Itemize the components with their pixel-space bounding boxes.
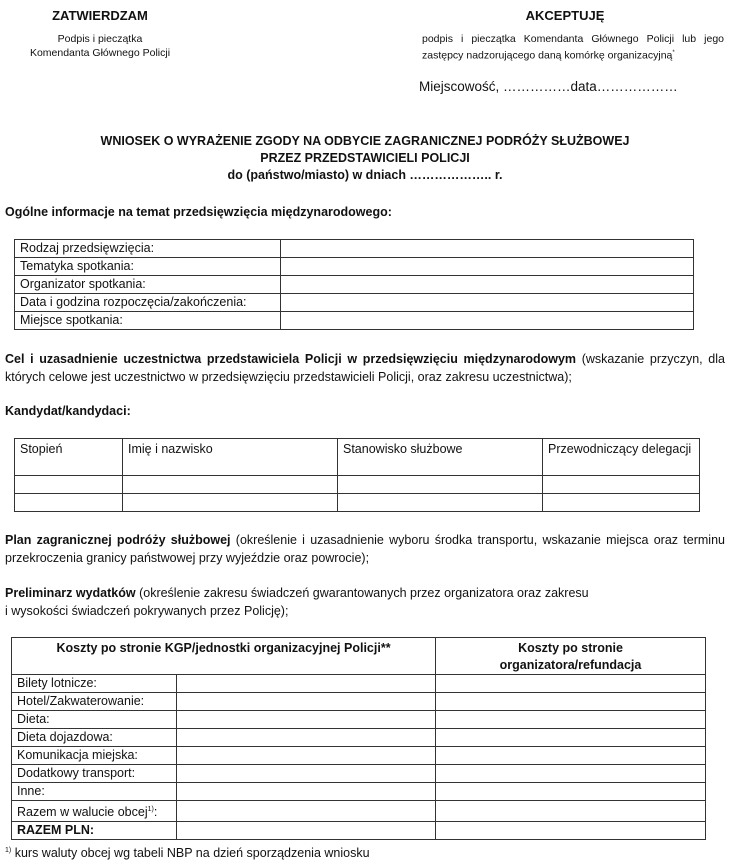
plan-text: (określenie i uzasadnienie wyboru środka transportu, wskazanie miejsca oraz terminu przekroczenia granicy państwowej przy wyjeździe oraz powrocie); <box>5 533 725 565</box>
general-info-value-field[interactable] <box>281 258 694 276</box>
cost-label <box>12 801 177 822</box>
budget-heading: Preliminarz wydatków <box>5 586 136 600</box>
cost-police-value-field[interactable] <box>177 765 436 783</box>
general-info-value-field[interactable] <box>281 312 694 330</box>
general-info-value-field[interactable] <box>281 294 694 312</box>
cost-organizer-value-field[interactable] <box>436 822 706 840</box>
candidates-column-header: Stopień <box>15 439 123 476</box>
candidate-row <box>15 494 700 512</box>
cost-organizer-value-field[interactable] <box>436 801 706 822</box>
general-info-table <box>14 239 694 330</box>
budget-paragraph <box>5 584 725 620</box>
candidate-cell-field[interactable] <box>15 494 123 512</box>
purpose-heading: Cel i uzasadnienie uczestnictwa przedstawiciela Policji w przedsięwzięciu międzynarodowym <box>5 352 577 366</box>
general-info-value-field[interactable] <box>281 240 694 258</box>
title-line-3: do (państwo/miasto) w dniach ……………….. r. <box>227 168 503 182</box>
cost-row <box>12 783 706 801</box>
general-info-row <box>15 240 694 258</box>
general-info-label: Tematyka spotkania: <box>15 258 281 276</box>
purpose-text: (wskazanie przyczyn, dla których celowe jest uczestnictwo w przedsięwzięciu przedstawicieli Policji, oraz zakresu uczestnictwa); <box>5 352 725 384</box>
cost-police-value-field[interactable] <box>177 822 436 840</box>
cost-police-value-field[interactable] <box>177 801 436 822</box>
general-info-label: Miejsce spotkania: <box>15 312 281 330</box>
accept-footnote-mark: * <box>672 50 675 56</box>
cost-police-value-field[interactable] <box>177 783 436 801</box>
cost-label-text: Komunikacja miejska: <box>17 748 138 762</box>
cost-label-suffix: : <box>153 805 158 820</box>
cost-police-value-field[interactable] <box>177 693 436 711</box>
footnote-mark: 1) <box>5 846 12 854</box>
general-info-label: Data i godzina rozpoczęcia/zakończenia: <box>15 294 281 312</box>
cost-row <box>12 765 706 783</box>
cost-organizer-value-field[interactable] <box>436 765 706 783</box>
document-title <box>0 133 730 184</box>
cost-row <box>12 822 706 840</box>
budget-text-2: i wysokości świadczeń pokrywanych przez Policję); <box>5 604 289 618</box>
candidates-column-header: Imię i nazwisko <box>123 439 338 476</box>
cost-row <box>12 801 706 822</box>
cost-police-value-field[interactable] <box>177 747 436 765</box>
purpose-paragraph <box>5 350 725 386</box>
cost-label-text: Bilety lotnicze: <box>17 676 97 690</box>
cost-label <box>12 711 177 729</box>
candidates-column-header: Przewodniczący delegacji <box>543 439 700 476</box>
cost-organizer-value-field[interactable] <box>436 729 706 747</box>
approve-subtitle-1: Podpis i pieczątka <box>57 33 143 45</box>
cost-police-value-field[interactable] <box>177 711 436 729</box>
cost-organizer-value-field[interactable] <box>436 783 706 801</box>
cost-row <box>12 729 706 747</box>
accept-subtitle <box>422 32 724 63</box>
cost-organizer-value-field[interactable] <box>436 711 706 729</box>
footnote-text: kurs waluty obcej wg tabeli NBP na dzień sporządzenia wniosku <box>11 846 370 860</box>
cost-label <box>12 765 177 783</box>
candidate-row <box>15 476 700 494</box>
candidate-cell-field[interactable] <box>123 494 338 512</box>
general-info-row <box>15 258 694 276</box>
cost-organizer-value-field[interactable] <box>436 693 706 711</box>
cost-row <box>12 747 706 765</box>
cost-police-value-field[interactable] <box>177 675 436 693</box>
cost-label-text: Dieta: <box>17 712 50 726</box>
cost-label-text: Hotel/Zakwaterowanie: <box>17 694 145 708</box>
costs-header-right <box>436 638 706 675</box>
candidates-header-row <box>15 439 700 476</box>
accept-title: AKCEPTUJĘ <box>525 8 605 23</box>
candidate-cell-field[interactable] <box>543 494 700 512</box>
cost-organizer-value-field[interactable] <box>436 747 706 765</box>
cost-label-text: RAZEM PLN: <box>17 823 95 838</box>
cost-label-text: Razem w walucie obcej <box>17 805 148 820</box>
cost-row <box>12 693 706 711</box>
candidate-cell-field[interactable] <box>123 476 338 494</box>
candidates-table <box>14 438 700 512</box>
budget-text-1: (określenie zakresu świadczeń gwarantowanych przez organizatora oraz zakresu <box>135 586 589 600</box>
candidate-cell-field[interactable] <box>338 494 543 512</box>
general-info-label: Organizator spotkania: <box>15 276 281 294</box>
place-date-line: Miejscowość, ……………data……………… <box>419 79 678 94</box>
general-info-row <box>15 276 694 294</box>
costs-header-right-line-2: organizatora/refundacja <box>499 658 642 672</box>
cost-row <box>12 711 706 729</box>
candidate-cell-field[interactable] <box>15 476 123 494</box>
cost-police-value-field[interactable] <box>177 729 436 747</box>
general-info-row <box>15 294 694 312</box>
plan-heading: Plan zagranicznej podróży służbowej <box>5 533 231 547</box>
cost-label <box>12 729 177 747</box>
plan-paragraph <box>5 531 725 567</box>
cost-label-text: Inne: <box>17 784 45 798</box>
cost-label-text: Dieta dojazdowa: <box>17 730 113 744</box>
general-info-row <box>15 312 694 330</box>
general-info-value-field[interactable] <box>281 276 694 294</box>
cost-label-footnote-mark: 1) <box>147 806 154 813</box>
costs-table <box>11 637 706 840</box>
approve-subtitle-2: Komendanta Głównego Policji <box>29 47 171 59</box>
cost-label <box>12 783 177 801</box>
candidate-cell-field[interactable] <box>338 476 543 494</box>
costs-header-right-line-1: Koszty po stronie <box>518 641 623 655</box>
cost-label <box>12 693 177 711</box>
approve-title: ZATWIERDZAM <box>52 8 148 23</box>
title-line-1: WNIOSEK O WYRAŻENIE ZGODY NA ODBYCIE ZAGRANICZNEJ PODRÓŻY SŁUŻBOWEJ <box>100 134 630 148</box>
footnote <box>5 846 370 860</box>
cost-row <box>12 675 706 693</box>
candidate-cell-field[interactable] <box>543 476 700 494</box>
cost-label <box>12 822 177 840</box>
costs-header-left: Koszty po stronie KGP/jednostki organizacyjnej Policji** <box>12 638 436 675</box>
cost-organizer-value-field[interactable] <box>436 675 706 693</box>
cost-label <box>12 747 177 765</box>
general-heading: Ogólne informacje na temat przedsięwzięcia międzynarodowego: <box>5 205 392 219</box>
cost-label-text: Dodatkowy transport: <box>17 766 136 780</box>
cost-label <box>12 675 177 693</box>
candidates-column-header: Stanowisko służbowe <box>338 439 543 476</box>
general-info-label: Rodzaj przedsięwzięcia: <box>15 240 281 258</box>
title-line-2: PRZEZ PRZEDSTAWICIELI POLICJI <box>260 151 470 165</box>
candidates-heading: Kandydat/kandydaci: <box>5 404 131 418</box>
accept-subtitle-text: podpis i pieczątka Komendanta Głównego Policji lub jego zastępcy nadzorującego daną komórkę organizacyjną <box>422 33 724 62</box>
